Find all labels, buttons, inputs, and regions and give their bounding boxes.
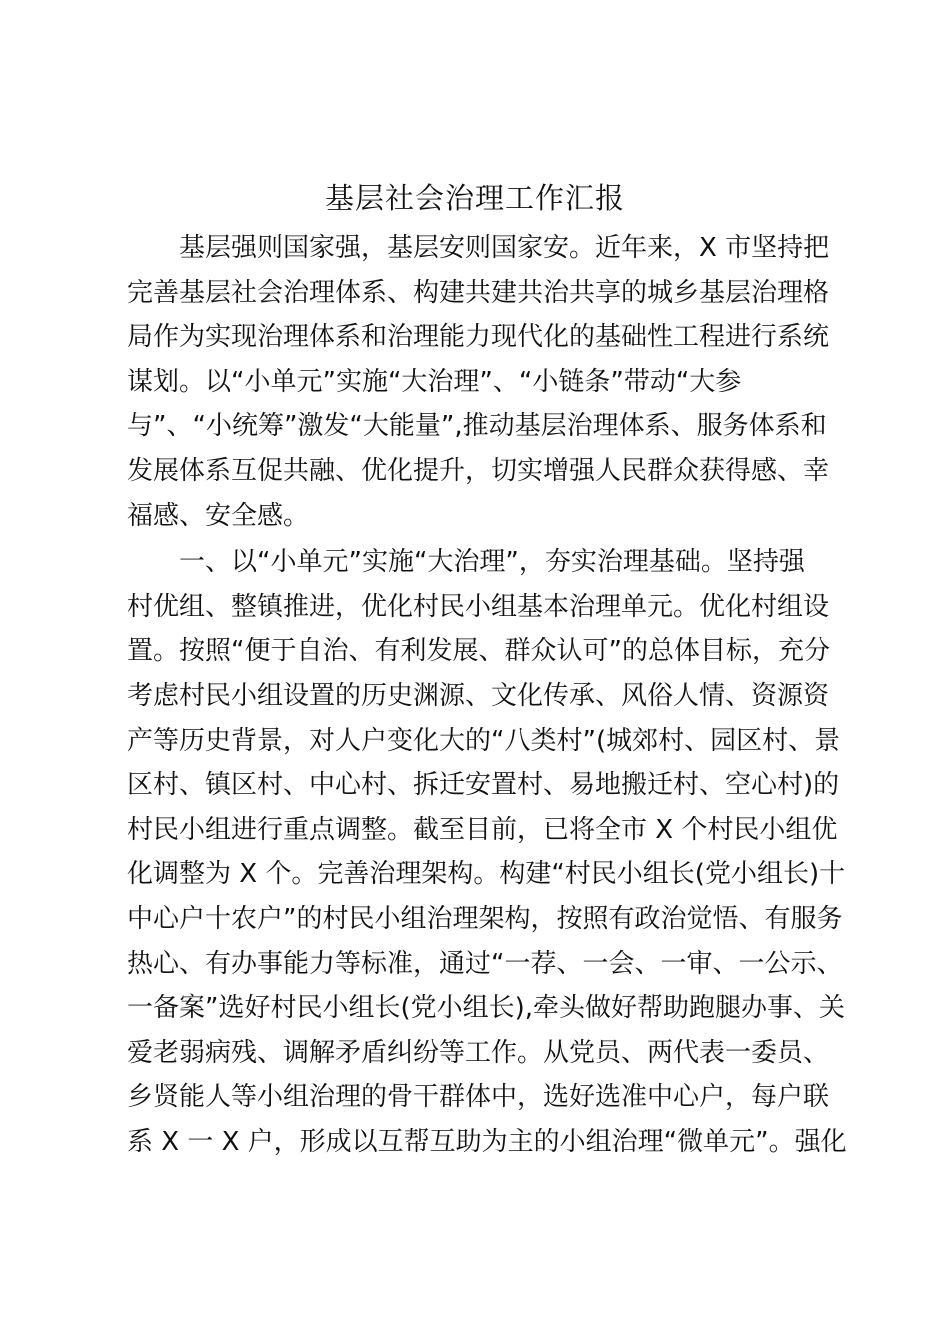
text-line: 系 X 一 X 户，形成以互帮互助为主的小组治理“微单元”。强化: [127, 1126, 847, 1157]
paragraph-intro: [127, 226, 847, 538]
text-line: 考虑村民小组设置的历史渊源、文化传承、风俗人情、资源资: [127, 680, 830, 711]
text-line: 化调整为 X 个。完善治理架构。构建“村民小组长(党小组长)十: [127, 859, 846, 890]
document-body: [127, 226, 847, 1164]
text-line: 产等历史背景，对人户变化大的“八类村”(城郊村、园区村、景: [127, 725, 841, 756]
text-line: 福感、安全感。: [127, 500, 310, 531]
text-line: 置。按照“便于自治、有利发展、群众认可”的总体目标，充分: [127, 636, 830, 667]
text-line: 完善基层社会治理体系、构建共建共治共享的城乡基层治理格: [127, 277, 830, 308]
text-line: 基层强则国家强，基层安则国家安。近年来，X 市坚持把: [179, 233, 830, 263]
text-line: 村优组、整镇推进，优化村民小组基本治理单元。优化村组设: [127, 591, 830, 622]
text-line: 谋划。以“小单元”实施“大治理”、“小链条”带动“大参: [127, 366, 742, 397]
text-line: 与”、“小统筹”激发“大能量”,推动基层治理体系、服务体系和: [127, 411, 827, 442]
text-line: 一、以“小单元”实施“大治理”，夯实治理基础。坚持强: [179, 547, 805, 578]
text-line: 一备案”选好村民小组长(党小组长),牵头做好帮助跑腿办事、关: [127, 993, 846, 1024]
text-line: 中心户十农户”的村民小组治理架构，按照有政治觉悟、有服务: [127, 903, 843, 934]
document-title: 基层社会治理工作汇报: [324, 181, 625, 215]
text-line: 区村、镇区村、中心村、拆迁安置村、易地搬迁村、空心村)的: [127, 770, 840, 801]
text-line: 爱老弱病残、调解矛盾纠纷等工作。从党员、两代表一委员、: [127, 1037, 830, 1068]
text-line: 热心、有办事能力等标准，通过“一荐、一会、一审、一公示、: [127, 948, 843, 979]
text-line: 村民小组进行重点调整。截至目前，已将全市 X 个村民小组优: [127, 814, 838, 845]
text-line: 发展体系互促共融、优化提升，切实增强人民群众获得感、幸: [127, 455, 830, 486]
text-line: 局作为实现治理体系和治理能力现代化的基础性工程进行系统: [127, 322, 830, 353]
text-line: 乡贤能人等小组治理的骨干群体中，选好选准中心户，每户联: [127, 1082, 830, 1113]
paragraph-section-one: [127, 540, 847, 1164]
